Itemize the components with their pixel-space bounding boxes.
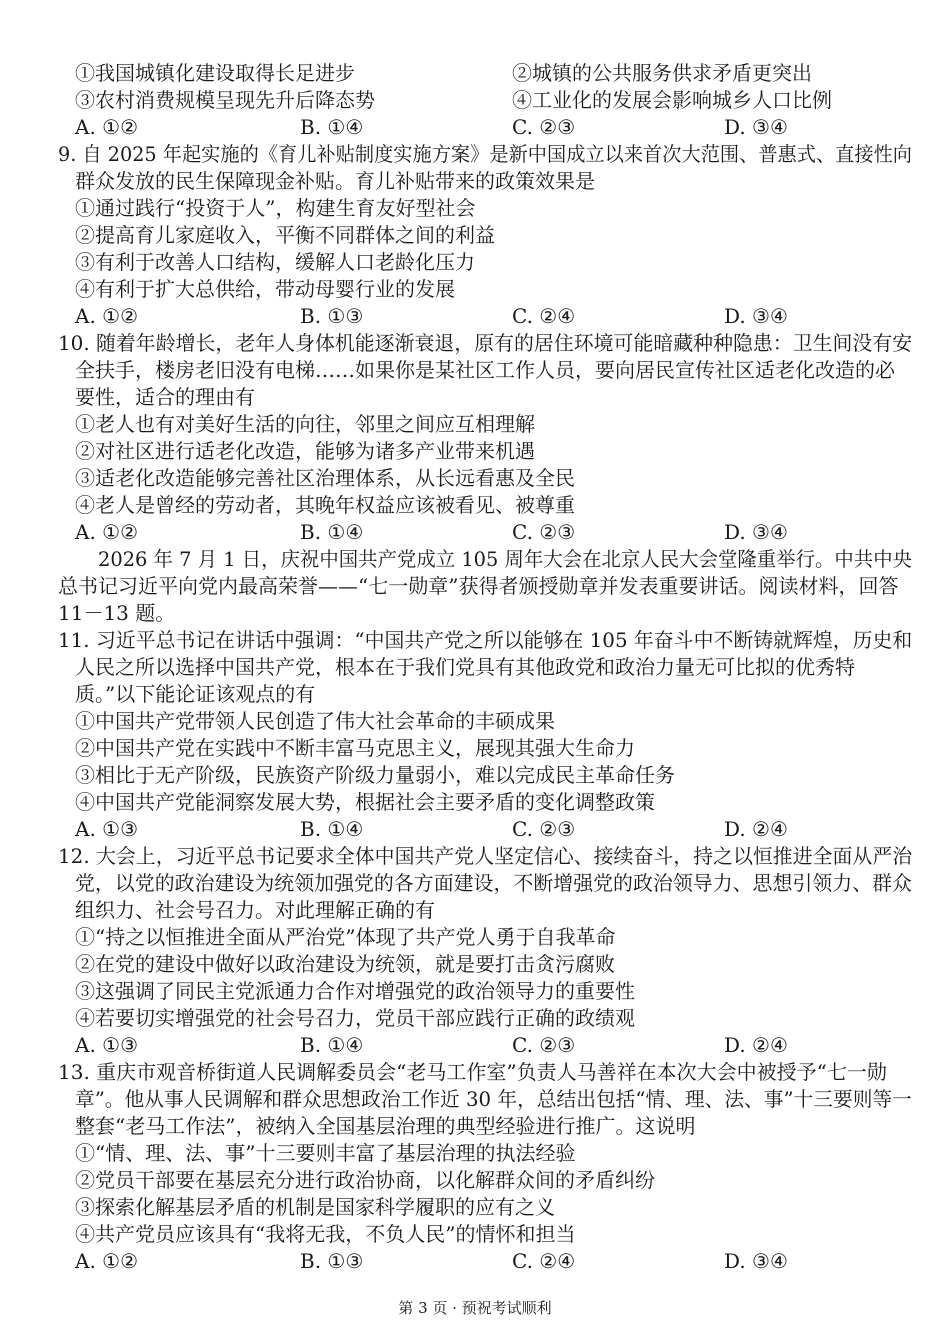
q9-stem-line-1: 9. 自 2025 年起实施的《育儿补贴制度实施方案》是新中国成立以来首次大范围、普惠式、直接性向 — [58, 142, 913, 166]
q12-statement-1: ①“持之以恒推进全面从严治党”体现了共产党人勇于自我革命 — [75, 925, 616, 949]
choice-b[interactable]: B. ①③ — [300, 304, 364, 328]
q11-statement-1: ①中国共产党带领人民创造了伟大社会革命的丰硕成果 — [75, 709, 555, 733]
q13-statement-3: ③探索化解基层矛盾的机制是国家科学履职的应有之义 — [75, 1195, 555, 1219]
choice-a[interactable]: A. ①③ — [75, 1033, 139, 1057]
choice-a[interactable]: A. ①③ — [75, 817, 139, 841]
choice-a[interactable]: A. ①② — [75, 1249, 139, 1273]
q9-statement-3: ③有利于改善人口结构，缓解人口老龄化压力 — [75, 250, 475, 274]
q11-stem-line-3: 质。”以下能论证该观点的有 — [75, 682, 316, 706]
choice-d[interactable]: D. ③④ — [724, 115, 788, 139]
q12-stem-line-2: 党，以党的政治建设为统领加强党的各方面建设，不断增强党的政治领导力、思想引领力、群众 — [75, 871, 912, 895]
choice-c[interactable]: C. ②③ — [512, 1033, 576, 1057]
passage-line-1: 2026 年 7 月 1 日，庆祝中国共产党成立 105 周年大会在北京人民大会堂隆重举行。中共中央 — [98, 547, 913, 571]
choice-d[interactable]: D. ②④ — [724, 1033, 788, 1057]
q10-stem-line-3: 要性，适合的理由有 — [75, 385, 255, 409]
choice-b[interactable]: B. ①④ — [300, 115, 364, 139]
q10-statement-2: ②对社区进行适老化改造，能够为诸多产业带来机遇 — [75, 439, 535, 463]
q10-statement-4: ④老人是曾经的劳动者，其晚年权益应该被看见、被尊重 — [75, 493, 575, 517]
q11-statement-3: ③相比于无产阶级，民族资产阶级力量弱小，难以完成民主革命任务 — [75, 763, 675, 787]
statement-2: ②城镇的公共服务供求矛盾更突出 — [512, 61, 812, 85]
passage-line-2: 总书记习近平向党内最高荣誉——“七一勋章”获得者颁授勋章并发表重要讲话。阅读材料，回答 — [58, 574, 899, 598]
page-footer: 第 3 页 · 预祝考试顺利 — [398, 1299, 552, 1317]
q13-stem-line-2: 章”。他从事人民调解和群众思想政治工作近 30 年，总结出包括“情、理、法、事”十三要则等一 — [75, 1087, 912, 1111]
choice-c[interactable]: C. ②④ — [512, 1249, 576, 1273]
choice-d[interactable]: D. ③④ — [724, 1249, 788, 1273]
q13-stem-line-3: 整套“老马工作法”，被纳入全国基层治理的典型经验进行推广。这说明 — [75, 1114, 696, 1138]
q10-stem-line-2: 全扶手，楼房老旧没有电梯……如果你是某社区工作人员，要向居民宣传社区适老化改造的必 — [75, 358, 895, 382]
choice-b[interactable]: B. ①④ — [300, 520, 364, 544]
statement-1: ①我国城镇化建设取得长足进步 — [75, 61, 355, 85]
choice-c[interactable]: C. ②④ — [512, 304, 576, 328]
q12-stem-line-1: 12. 大会上，习近平总书记要求全体中国共产党人坚定信心、接续奋斗，持之以恒推进全面从严治 — [58, 844, 913, 868]
choice-a[interactable]: A. ①② — [75, 520, 139, 544]
choice-c[interactable]: C. ②③ — [512, 115, 576, 139]
passage-line-3: 11－13 题。 — [58, 601, 176, 625]
choice-c[interactable]: C. ②③ — [512, 817, 576, 841]
q11-stem-line-1: 11. 习近平总书记在讲话中强调：“中国共产党之所以能够在 105 年奋斗中不断铸就辉煌，历史和 — [58, 628, 913, 652]
q12-stem-line-3: 组织力、社会号召力。对此理解正确的有 — [75, 898, 435, 922]
q10-statement-3: ③适老化改造能够完善社区治理体系，从长远看惠及全民 — [75, 466, 575, 490]
q12-statement-2: ②在党的建设中做好以政治建设为统领，就是要打击贪污腐败 — [75, 952, 615, 976]
q13-statement-4: ④共产党员应该具有“我将无我，不负人民”的情怀和担当 — [75, 1222, 576, 1246]
statement-3: ③农村消费规模呈现先升后降态势 — [75, 88, 375, 112]
q10-statement-1: ①老人也有对美好生活的向往，邻里之间应互相理解 — [75, 412, 535, 436]
q12-statement-3: ③这强调了同民主党派通力合作对增强党的政治领导力的重要性 — [75, 979, 635, 1003]
q12-statement-4: ④若要切实增强党的社会号召力，党员干部应践行正确的政绩观 — [75, 1006, 635, 1030]
q9-statement-2: ②提高育儿家庭收入，平衡不同群体之间的利益 — [75, 223, 495, 247]
q9-statement-1: ①通过践行“投资于人”，构建生育友好型社会 — [75, 196, 476, 220]
q13-stem-line-1: 13. 重庆市观音桥街道人民调解委员会“老马工作室”负责人马善祥在本次大会中被授予“七一勋 — [58, 1060, 887, 1084]
statement-4: ④工业化的发展会影响城乡人口比例 — [512, 88, 832, 112]
choice-d[interactable]: D. ③④ — [724, 304, 788, 328]
choice-b[interactable]: B. ①③ — [300, 1249, 364, 1273]
choice-d[interactable]: D. ②④ — [724, 817, 788, 841]
choice-a[interactable]: A. ①② — [75, 115, 139, 139]
choice-c[interactable]: C. ②③ — [512, 520, 576, 544]
choice-a[interactable]: A. ①② — [75, 304, 139, 328]
choice-b[interactable]: B. ①④ — [300, 1033, 364, 1057]
q11-stem-line-2: 人民之所以选择中国共产党，根本在于我们党具有其他政党和政治力量无可比拟的优秀特 — [75, 655, 855, 679]
q9-statement-4: ④有利于扩大总供给，带动母婴行业的发展 — [75, 277, 455, 301]
q11-statement-2: ②中国共产党在实践中不断丰富马克思主义，展现其强大生命力 — [75, 736, 635, 760]
choice-b[interactable]: B. ①④ — [300, 817, 364, 841]
q13-statement-1: ①“情、理、法、事”十三要则丰富了基层治理的执法经验 — [75, 1141, 576, 1165]
choice-d[interactable]: D. ③④ — [724, 520, 788, 544]
q9-stem-line-2: 群众发放的民生保障现金补贴。育儿补贴带来的政策效果是 — [75, 169, 595, 193]
q10-stem-line-1: 10. 随着年龄增长，老年人身体机能逐渐衰退，原有的居住环境可能暗藏种种隐患：卫生间没有安 — [58, 331, 913, 355]
q11-statement-4: ④中国共产党能洞察发展大势，根据社会主要矛盾的变化调整政策 — [75, 790, 655, 814]
q13-statement-2: ②党员干部要在基层充分进行政治协商，以化解群众间的矛盾纠纷 — [75, 1168, 655, 1192]
